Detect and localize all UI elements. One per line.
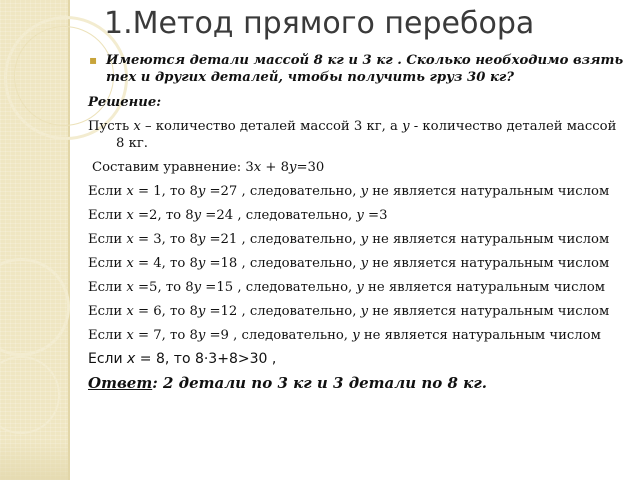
answer-text: : 2 детали по 3 кг и 3 детали по 8 кг. — [152, 374, 487, 392]
case-line: Если x = 4, то 8y =18 , следовательно, y не является натуральным числом — [88, 256, 610, 271]
case-line: Если x = 7, то 8y =9 , следовательно, y не является натуральным числом — [88, 328, 601, 343]
case-line: Если x = 3, то 8y =21 , следовательно, y не является натуральным числом — [88, 232, 610, 247]
case-line: Если x = 6, то 8y =12 , следовательно, y не является натуральным числом — [88, 304, 610, 319]
case-line: Если x =5, то 8y =15 , следовательно, y не является натуральным числом — [88, 280, 606, 295]
bullet-icon: ▪ — [89, 53, 98, 67]
slide-title: 1.Метод прямого перебора — [104, 6, 535, 41]
answer-label: Ответ — [88, 374, 153, 392]
intro-line: Пусть x – количество деталей массой 3 кг, а y - количество деталей массой 8 кг. — [88, 119, 617, 151]
equation-line: Составим уравнение: 3x + 8y=30 — [92, 160, 325, 175]
slide-content — [88, 52, 628, 392]
answer-line — [88, 375, 628, 392]
task-bullet — [88, 52, 628, 86]
case-line: Если x = 1, то 8y =27 , следовательно, y не является натуральным числом — [88, 184, 610, 199]
solution-label: Решение: — [88, 95, 162, 110]
decorative-shade — [0, 440, 70, 480]
task-text: Имеются детали массой 8 кг и 3 кг . Сколько необходимо взять тех и других деталей, чтобы получить груз 30 кг? — [106, 53, 624, 85]
case-line: Если x =2, то 8y =24 , следовательно, y =3 — [88, 208, 388, 223]
last-case-line: Если x = 8, то 8·3+8>30 , — [88, 351, 277, 367]
